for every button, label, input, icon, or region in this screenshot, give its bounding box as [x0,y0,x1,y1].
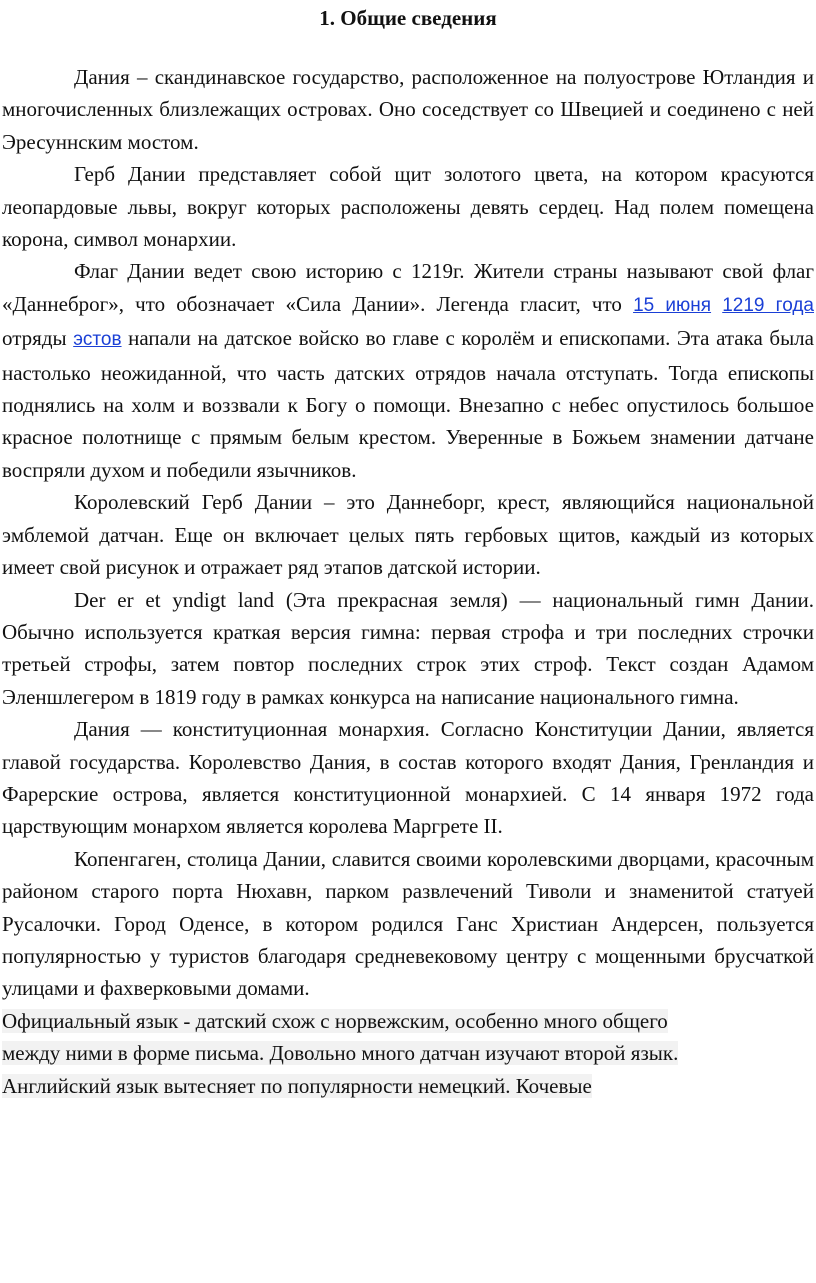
language-line-3-text: Английский язык вытесняет по популярности немецкий. Кочевые [2,1073,592,1098]
language-line-1-text: Официальный язык - датский схож с норвежским, особенно много общего [2,1008,668,1033]
flag-text-a: Флаг Дании ведет свою историю с 1219г. Жители страны называют свой флаг «Даннеброг», что обозначает «Сила Дании». Легенда гласит, что [2,259,814,316]
paragraph-royal-arms: Королевский Герб Дании – это Даннеборг, крест, являющийся национальной эмблемой датчан. Еще он включает целых пять гербовых щитов, каждый из которых имеет свой рисунок и отражает ряд этапов датской истории. [2,490,814,580]
paragraph-language [2,1005,814,1102]
language-line-2-text: между ними в форме письма. Довольно много датчан изучают второй язык. [2,1041,679,1066]
spacer [2,33,814,61]
link-1219-year[interactable]: 1219 года [722,294,814,316]
paragraph-coat-of-arms: Герб Дании представляет собой щит золотого цвета, на котором красуются леопардовые львы, вокруг которых расположены девять сердец. Над полем помещена корона, символ монархии. [2,162,814,252]
paragraph-geography: Дания – скандинавское государство, расположенное на полуострове Ютландия и многочисленных близлежащих островах. Оно соседствует со Швецией и соединено с ней Эресуннским мостом. [2,65,814,154]
paragraph-copenhagen: Копенгаген, столица Дании, славится своими королевскими дворцами, красочным районом старого порта Нюхавн, парком развлечений Тиволи и знаменитой статуей Русалочки. Город Оденсе, в котором родился Ганс Христиан Андерсен, пользуется популярностью у туристов благодаря средневековому центру с мощенными брусчаткой улицами и фахверковыми домами. [2,846,814,1001]
paragraph-anthem: Der er et yndigt land (Эта прекрасная земля) — национальный гимн Дании. Обычно используется краткая версия гимна: первая строфа и три последних строчки третьей строфы, затем повтор последних строк этих строф. Текст создан Адамом Эленшлегером в 1819 году в рамках конкурса на написание национального гимна. [2,587,814,709]
paragraph-flag [2,255,814,486]
language-line-2 [2,1037,814,1069]
language-line-1 [2,1005,814,1037]
section-heading: 1. Общие сведения [319,6,497,30]
paragraph-monarchy: Дания — конституционная монархия. Согласно Конституции Дании, является главой государства. Королевство Дания, в состав которого входят Дания, Гренландия и Фарерские острова, является конституционной монархией. С 14 января 1972 года царствующим монархом является королева Маргрете II. [2,717,814,839]
language-line-3 [2,1070,814,1102]
link-estonians[interactable]: эстов [73,329,122,351]
link-june-15[interactable]: 15 июня [633,294,712,316]
flag-text-c: напали на датское войско во главе с королём и епископами. Эта атака была настолько неожиданной, что часть датских отрядов начала отступать. Тогда епископы поднялись на холм и воззвали к Богу о помощи. Внезапно с небес опустилось большое красное полотнище с прямым белым крестом. Уверенные в Божьем знамении датчане воспряли духом и победили язычников. [2,326,814,482]
flag-text-b: отряды [2,326,74,351]
link-separator [711,292,722,316]
